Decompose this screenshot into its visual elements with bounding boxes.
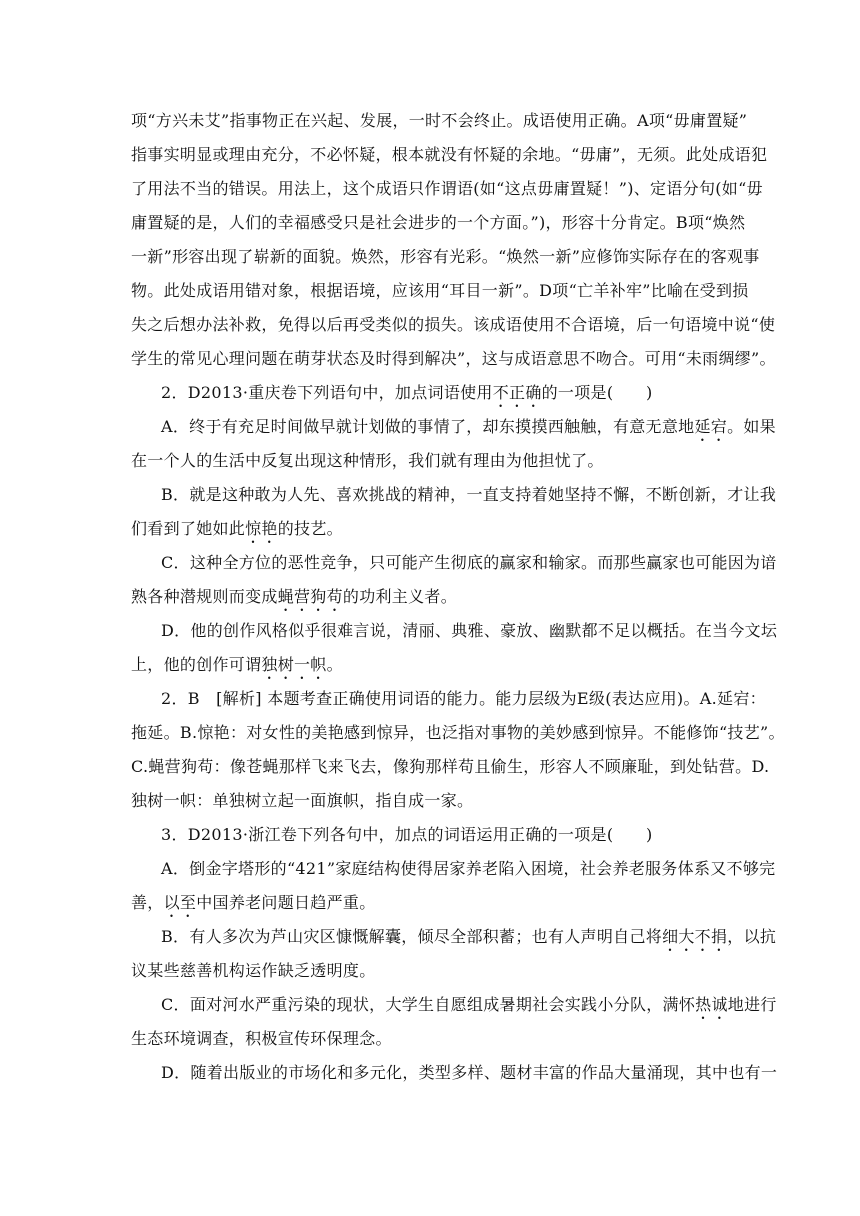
question-2-stem: 2．D2013·重庆卷下列语句中，加点词语使用不正确的一项是( ) [161,383,653,402]
option-a: A．倒金字塔形的“421”家庭结构使得居家养老陷入困境，社会养老服务体系又不够完 [161,859,776,878]
text-line: 拖延。B.惊艳：对女性的美艳感到惊异，也泛指对事物的美妙感到惊异。不能修饰“技艺”。 [131,723,785,742]
text-line: 失之后想办法补救，免得以后再受类似的损失。该成语使用不合语境，后一句语境中说“使 [131,315,776,334]
text-line: 物。此处成语用错对象，根据语境，应该用“耳目一新”。D项“亡羊补牢”比喻在受到损 [131,281,749,300]
text-line: 生态环境调查，积极宣传环保理念。 [131,1029,392,1048]
text-line: 指事实明显或理由充分，不必怀疑，根本就没有怀疑的余地。“毋庸”，无须。此处成语犯 [131,145,768,164]
text-line: 学生的常见心理问题在萌芽状态及时得到解决”，这与成语意思不吻合。可用“未雨绸缪”。 [131,349,776,368]
option-a: A．终于有充足时间做早就计划做的事情了，却东摸摸西触触，有意无意地延宕。如果 [161,417,776,436]
text-line: 独树一帜：单独树立起一面旗帜，指自成一家。 [131,791,474,810]
dotted-word: 蝇营狗苟 [277,587,343,606]
text-line: 议某些慈善机构运作缺乏透明度。 [131,961,376,980]
dotted-word: 独树一帜 [261,655,327,674]
dotted-word: 热诚 [695,995,728,1014]
text-line: 一新”形容出现了崭新的面貌。焕然，形容有光彩。“焕然一新”应修饰实际存在的客观事 [131,247,760,266]
text-line: 项“方兴未艾”指事物正在兴起、发展，一时不会终止。成语使用正确。A项“毋庸置疑” [131,111,748,130]
dotted-word: 延宕 [694,417,728,436]
option-b: B．有人多次为芦山灾区慷慨解囊，倾尽全部积蓄；也有人声明自己将细大不捐，以抗 [161,927,777,946]
option-d: D．随着出版业的市场化和多元化，类型多样、题材丰富的作品大量涌现，其中也有一 [161,1063,778,1082]
dotted-word: 以至 [163,893,197,912]
text-line: C.蝇营狗苟：像苍蝇那样飞来飞去，像狗那样苟且偷生，形容人不顾廉耻，到处钻营。D. [131,757,770,776]
text-line: 上，他的创作可谓独树一帜。 [131,655,343,674]
text-line: 们看到了她如此惊艳的技艺。 [131,519,343,538]
text-line: 庸置疑的是，人们的幸福感受只是社会进步的一个方面。”)，形容十分肯定。B项“焕然 [131,213,746,232]
answer-2-analysis: 2．B [解析] 本题考查正确使用词语的能力。能力层级为E级(表达应用)。A.延宕： [161,689,766,708]
dotted-word: 惊艳 [245,519,278,538]
text-line: 在一个人的生活中反复出现这种情形，我们就有理由为他担忧了。 [131,451,604,470]
text-line: 善，以至中国养老问题日趋严重。 [131,893,376,912]
option-c: C．面对河水严重污染的现状，大学生自愿组成暑期社会实践小分队，满怀热诚地进行 [161,995,777,1014]
option-c: C．这种全方位的恶性竞争，只可能产生彻底的赢家和输家。而那些赢家也可能因为谙 [161,553,777,572]
dotted-word: 细大不捐 [662,927,728,946]
text-line: 了用法不当的错误。用法上，这个成语只作谓语(如“这点毋庸置疑！”)、定语分句(如“毋 [131,179,763,198]
text-line: 熟各种潜规则而变成蝇营狗苟的功利主义者。 [131,587,458,606]
dotted-word: 不正确 [492,383,542,402]
option-b: B．就是这种敢为人先、喜欢挑战的精神，一直支持着她坚持不懈，不断创新，才让我 [161,485,777,504]
option-d: D．他的创作风格似乎很难言说，清丽、典雅、豪放、幽默都不足以概括。在当今文坛 [161,621,778,640]
question-3-stem: 3．D2013·浙江卷下列各句中，加点的词语运用正确的一项是( ) [161,825,653,844]
